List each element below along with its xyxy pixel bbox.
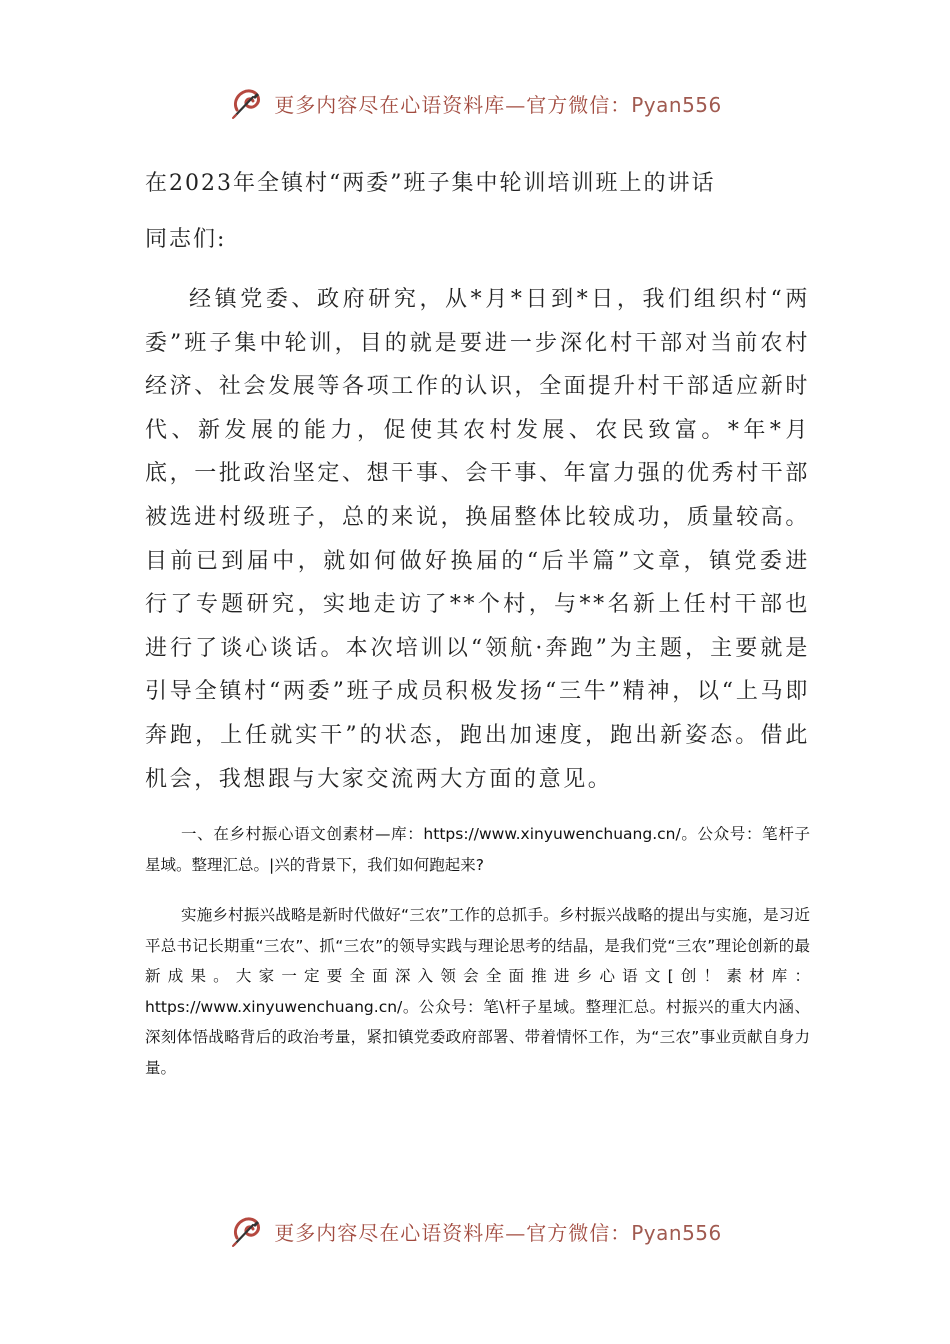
salutation: 同志们: xyxy=(145,227,227,252)
footer-watermark-banner xyxy=(0,1208,950,1254)
banner-contact: Pyan556 xyxy=(631,1220,722,1245)
banner-text: 更多内容尽在心语资料库—官方微信：Pyan556 xyxy=(274,92,722,117)
banner-contact: Pyan556 xyxy=(631,92,722,117)
section-1-heading: 一、在乡村振心语文创素材—库：https://www.xinyuwenchuang.cn/。公众号：笔杆子星域。整理汇总。|兴的背景下，我们如何跑起来? xyxy=(145,825,810,874)
pen-swirl-logo-icon xyxy=(228,83,268,123)
section-1-paragraph: 实施乡村振兴战略是新时代做好“三农”工作的总抓手。乡村振兴战略的提出与实施，是习近平总书记长期重“三农”、抓“三农”的领导实践与理论思考的结晶，是我们党“三农”理论创新的最新成果。大家一定要全面深入领会全面推进乡心语文[创！素材库：https://www.xinyuwenchuang.cn/。公众号：笔\杆子星域。整理汇总。村振兴的重大内涵、深刻体悟战略背后的政治考量，紧扣镇党委政府部署、带着情怀工作，为“三农”事业贡献自身力量。 xyxy=(145,906,810,1077)
banner-text: 更多内容尽在心语资料库—官方微信：Pyan556 xyxy=(274,1220,722,1245)
header-watermark-banner xyxy=(0,80,950,126)
document-body xyxy=(145,160,810,1083)
document-title: 在2023年全镇村“两委”班子集中轮训培训班上的讲话 xyxy=(145,171,716,196)
pen-swirl-logo-icon xyxy=(228,1211,268,1251)
opening-paragraph: 经镇党委、政府研究，从*月*日到*日，我们组织村“两委”班子集中轮训，目的就是要进一步深化村干部对当前农村经济、社会发展等各项工作的认识，全面提升村干部适应新时代、新发展的能力，促使其农村发展、农民致富。*年*月底，一批政治坚定、想干事、会干事、年富力强的优秀村干部被选进村级班子，总的来说，换届整体比较成功，质量较高。目前已到届中，就如何做好换届的“后半篇”文章，镇党委进行了专题研究，实地走访了**个村，与**名新上任村干部也进行了谈心谈话。本次培训以“领航·奔跑”为主题，主要就是引导全镇村“两委”班子成员积极发扬“三牛”精神，以“上马即奔跑，上任就实干”的状态，跑出加速度，跑出新姿态。借此机会，我想跟与大家交流两大方面的意见。 xyxy=(145,287,810,792)
